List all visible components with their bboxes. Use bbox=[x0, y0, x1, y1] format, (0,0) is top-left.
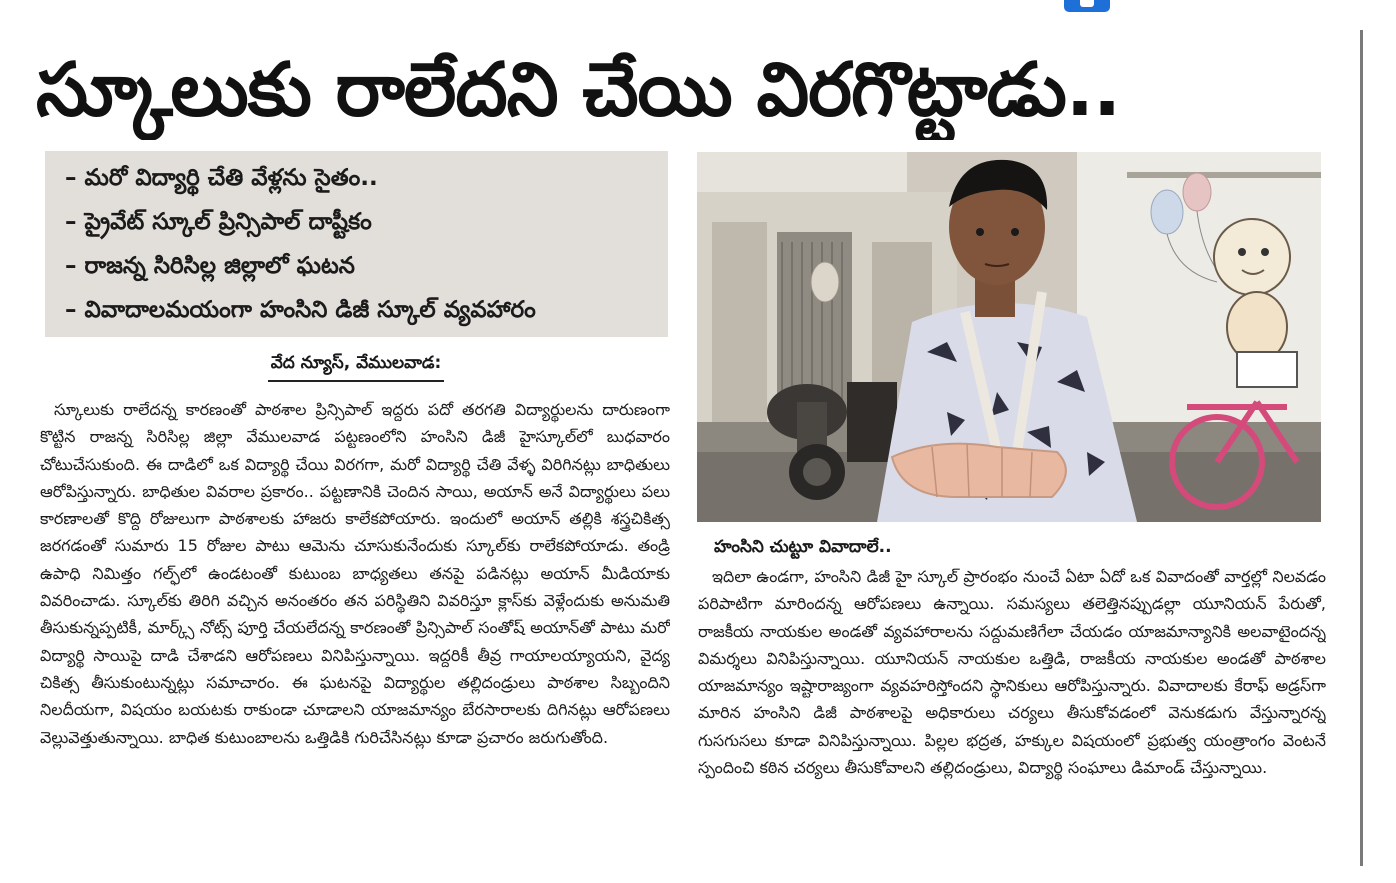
article-body-right: ఇదిలా ఉండగా, హంసిని డిజీ హై స్కూల్ ప్రారంభం నుంచే ఏటా ఏదో ఒక వివాదంతో వార్తల్లో నిలవడం పరిపాటిగా మారిందన్న ఆరోపణలు ఉన్నాయి. సమస్యలు తలెత్తినప్పుడల్లా యూనియన్ పేరుతో, రాజకీయ నాయకుల అండతో వ్యవహారాలను సద్దుమణిగేలా చేయడం యాజమాన్యానికి అలవాటైందన్న విమర్శలు వినిపిస్తున్నాయి. యూనియన్ నాయకుల ఒత్తిడి, రాజకీయ నాయకుల అండతో పాఠశాల యాజమాన్యం ఇష్టారాజ్యంగా వ్యవహరిస్తోందని స్థానికులు ఆరోపిస్తున్నారు. వివాదాలకు కేరాఫ్ అడ్రస్‌గా మారిన హంసిని డిజీ పాఠశాలపై అధికారులు చర్యలు తీసుకోవడంలో వెనుకడుగు వేస్తున్నారన్న గుసగుసలు కూడా వినిపిస్తున్నాయి. పిల్లల భద్రత, హక్కుల విషయంలో ప్రభుత్వ యంత్రాంగం వెంటనే స్పందించి కఠిన చర్యలు తీసుకోవాలని తల్లిదండ్రులు, విద్యార్థి సంఘాలు డిమాండ్ చేస్తున్నాయి. bbox=[698, 567, 1326, 778]
article-body-left: స్కూలుకు రాలేదన్న కారణంతో పాఠశాల ప్రిన్సిపాల్ ఇద్దరు పదో తరగతి విద్యార్థులను దారుణంగా కొట్టిన రాజన్న సిరిసిల్ల జిల్లా వేములవాడ పట్టణంలోని హంసిని డిజీ హైస్కూల్‌లో బుధవారం చోటుచేసుకుంది. ఈ దాడిలో ఒక విద్యార్థి చేయి విరగగా, మరో విద్యార్థి చేతి వేళ్ళ విరిగినట్లు బాధితులు ఆరోపిస్తున్నారు. బాధితుల వివరాల ప్రకారం.. పట్టణానికి చెందిన సాయి, అయాన్ అనే విద్యార్థులు పలు కారణాలతో కొద్ది రోజులుగా పాఠశాలకు హాజరు కాలేకపోయారు. ఇందులో అయాన్ తల్లికి శస్త్రచికిత్స జరగడంతో సుమారు 15 రోజుల పాటు ఆమెను చూసుకునేందుకు స్కూల్‌కు రాలేకపోయాడు. తండ్రి ఉపాధి నిమిత్తం గల్ఫ్‌లో ఉండటంతో కుటుంబ బాధ్యతలు తనపై పడినట్లు అయాన్ మీడియాకు వివరించాడు. స్కూల్‌కు తిరిగి వచ్చిన అనంతరం తన పరిస్థితిని వివరిస్తూ క్లాస్‌కు వెళ్లేందుకు అనుమతి తీసుకున్నప్పటికీ, మార్క్స్ నోట్స్ పూర్తి చేయలేదన్న కారణంతో ప్రిన్సిపాల్ సంతోష్ అయాన్‌తో పాటు మరో విద్యార్థి సాయిపై దాడి చేశాడని ఆరోపణలు వినిపిస్తున్నాయి. ఇద్దరికీ తీవ్ర గాయాలయ్యాయని, వైద్య చికిత్స తీసుకుంటున్నట్లు సమాచారం. ఈ ఘటనపై విద్యార్థుల తల్లిదండ్రులు పాఠశాల సిబ్బందిని నిలదీయగా, విషయం బయటకు రాకుండా చూడాలని యాజమాన్యం బేరసారాలకు దిగినట్లు ఆరోపణలు వెల్లువెత్తుతున్నాయి. బాధిత కుటుంబాలను ఒత్తిడికి గురిచేసినట్లు కూడా ప్రచారం జరుగుతోంది. bbox=[40, 400, 670, 747]
byline: వేద న్యూస్, వేములవాడ: bbox=[268, 350, 444, 382]
highlights-list bbox=[65, 156, 668, 332]
highlight-item: – మరో విద్యార్థి చేతి వేళ్లను సైతం.. bbox=[65, 156, 668, 200]
headline: స్కూలుకు రాలేదని చేయి విరగొట్టాడు.. bbox=[36, 47, 1121, 133]
photo-caption: హంసిని చుట్టూ వివాదాలే.. bbox=[714, 537, 892, 557]
news-photo bbox=[697, 152, 1321, 522]
highlight-item: – రాజన్న సిరిసిల్ల జిల్లాలో ఘటన bbox=[65, 244, 668, 288]
column-divider bbox=[1360, 30, 1363, 866]
highlight-item: – ప్రైవేట్ స్కూల్ ప్రిన్సిపాల్ దాష్టీకం bbox=[65, 200, 668, 244]
highlights-box bbox=[45, 151, 668, 337]
top-badge-icon bbox=[1064, 0, 1110, 12]
highlight-item: – వివాదాలమయంగా హంసిని డిజీ స్కూల్ వ్యవహారం bbox=[65, 288, 668, 332]
